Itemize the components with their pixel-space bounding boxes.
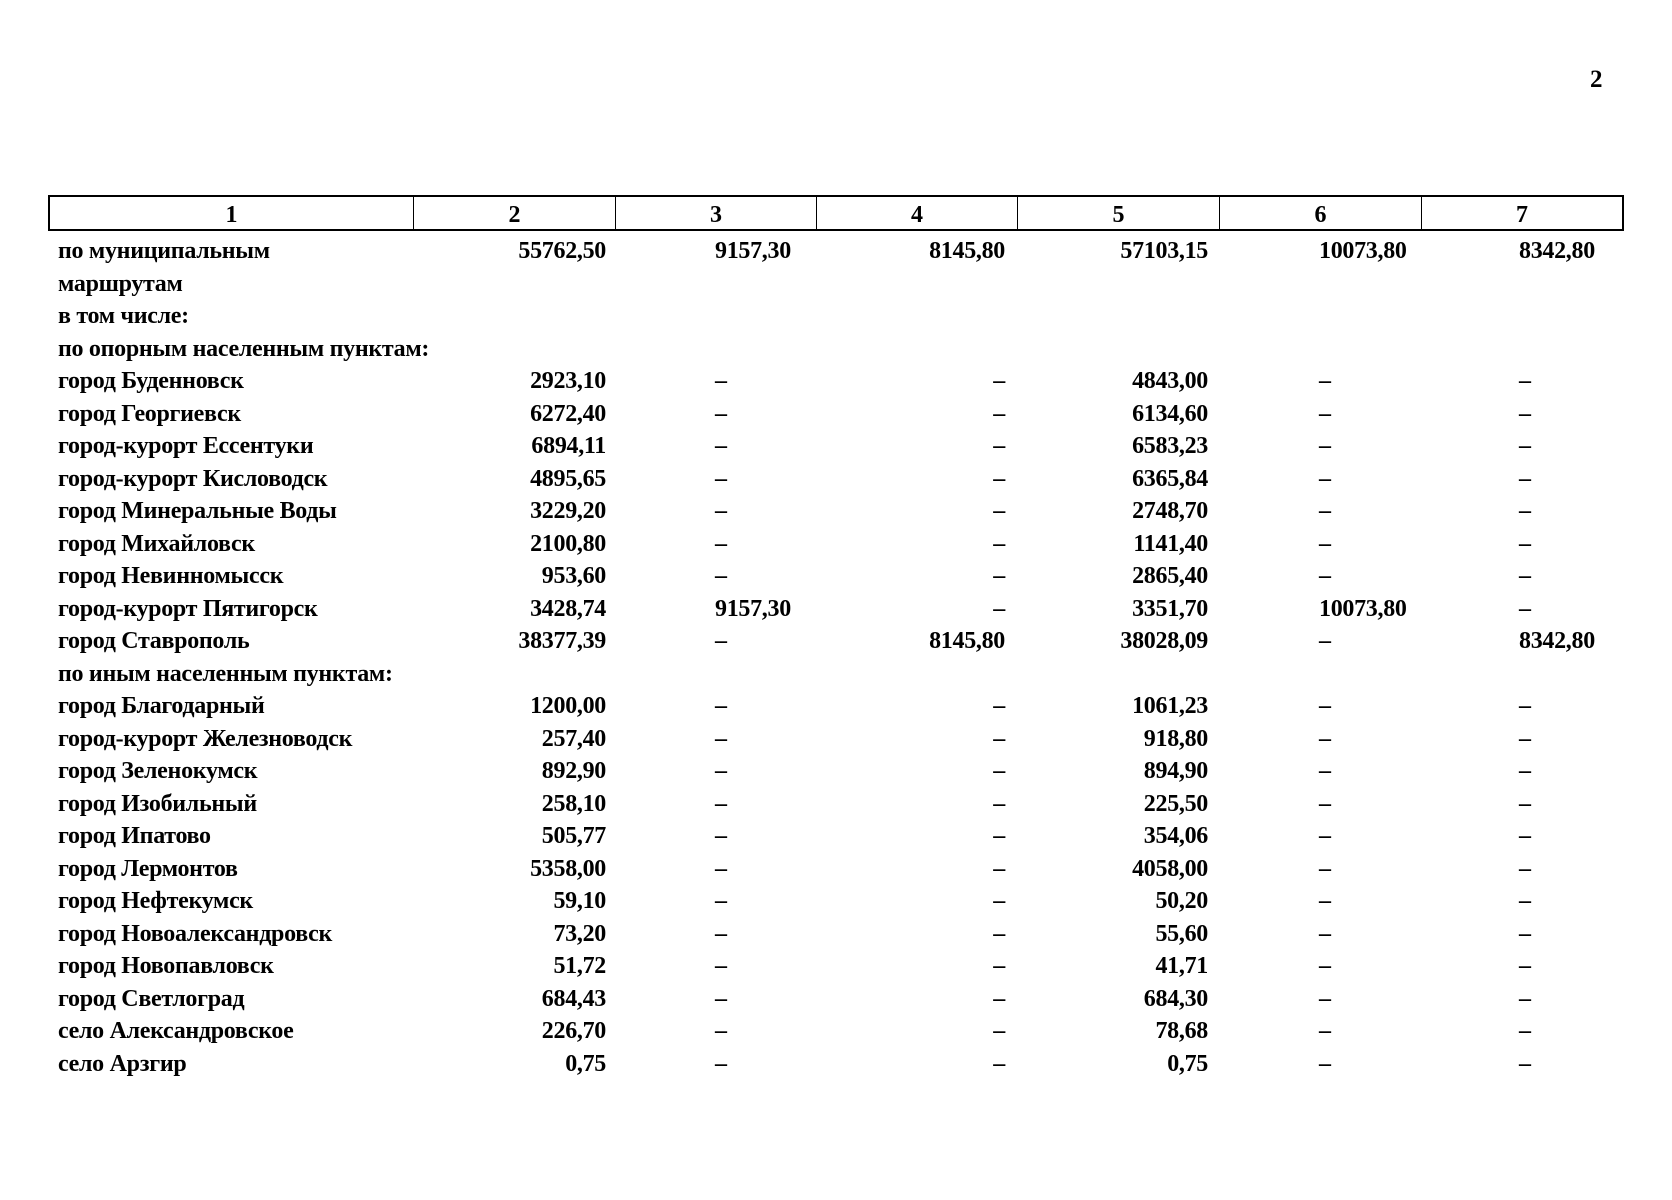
cell-col-4: – [993, 465, 1005, 492]
row-label: город Нефтекумск [58, 888, 253, 915]
cell-col-2: 1200,00 [530, 693, 606, 720]
header-cell-7: 7 [1516, 202, 1528, 228]
cell-col-4: – [993, 530, 1005, 557]
cell-col-3: – [715, 530, 727, 557]
cell-col-4: – [993, 498, 1005, 525]
cell-col-4: – [993, 693, 1005, 720]
cell-col-3: – [715, 758, 727, 785]
cell-col-6: – [1319, 953, 1331, 980]
cell-col-4: – [993, 823, 1005, 850]
cell-col-7: – [1519, 823, 1531, 850]
table-row [48, 593, 1624, 626]
cell-col-7: – [1519, 563, 1531, 590]
cell-col-6: – [1319, 465, 1331, 492]
cell-col-5: 57103,15 [1120, 238, 1208, 265]
cell-col-7: – [1519, 530, 1531, 557]
cell-col-7: – [1519, 985, 1531, 1012]
cell-col-4: – [993, 1050, 1005, 1077]
cell-col-3: – [715, 985, 727, 1012]
table-row [48, 528, 1624, 561]
cell-col-7: – [1519, 758, 1531, 785]
row-label: по иным населенным пунктам: [58, 660, 393, 687]
cell-col-6: – [1319, 920, 1331, 947]
row-label: город Новопавловск [58, 953, 274, 980]
cell-col-5: 0,75 [1167, 1050, 1208, 1077]
cell-col-6: – [1319, 498, 1331, 525]
table-row [48, 950, 1624, 983]
table-row [48, 398, 1624, 431]
table-row [48, 918, 1624, 951]
cell-col-3: – [715, 1050, 727, 1077]
cell-col-2: 684,43 [541, 985, 606, 1012]
cell-col-5: 894,90 [1143, 758, 1208, 785]
row-label: город-курорт Кисловодск [58, 465, 328, 492]
cell-col-2: 505,77 [541, 823, 606, 850]
cell-col-3: – [715, 465, 727, 492]
cell-col-2: 2100,80 [530, 530, 606, 557]
row-label: город Георгиевск [58, 400, 241, 427]
cell-col-4: – [993, 400, 1005, 427]
cell-col-6: – [1319, 790, 1331, 817]
table-row [48, 495, 1624, 528]
cell-col-5: 41,71 [1155, 953, 1208, 980]
row-label: по муниципальным [58, 238, 270, 265]
cell-col-2: 953,60 [541, 563, 606, 590]
cell-col-6: – [1319, 855, 1331, 882]
cell-col-5: 4058,00 [1132, 855, 1208, 882]
cell-col-3: – [715, 855, 727, 882]
row-label: маршрутам [58, 270, 183, 297]
row-label: город Буденновск [58, 368, 244, 395]
cell-col-6: – [1319, 888, 1331, 915]
cell-col-6: – [1319, 1018, 1331, 1045]
cell-col-5: 4843,00 [1132, 368, 1208, 395]
cell-col-5: 55,60 [1155, 920, 1208, 947]
cell-col-7: – [1519, 1050, 1531, 1077]
cell-col-4: – [993, 888, 1005, 915]
cell-col-4: – [993, 433, 1005, 460]
table-row [48, 365, 1624, 398]
cell-col-7: – [1519, 433, 1531, 460]
cell-col-2: 4895,65 [530, 465, 606, 492]
cell-col-2: 0,75 [565, 1050, 606, 1077]
row-label: город Благодарный [58, 693, 265, 720]
row-label: город-курорт Железноводск [58, 725, 353, 752]
cell-col-5: 6583,23 [1132, 433, 1208, 460]
cell-col-3: – [715, 920, 727, 947]
cell-col-3: – [715, 368, 727, 395]
header-cell-5: 5 [1018, 197, 1220, 229]
cell-col-4: 8145,80 [929, 628, 1005, 655]
table-row [48, 723, 1624, 756]
table-row [48, 853, 1624, 886]
cell-col-4: – [993, 953, 1005, 980]
cell-col-4: – [993, 595, 1005, 622]
cell-col-3: – [715, 1018, 727, 1045]
table-row [48, 820, 1624, 853]
row-label: город-курорт Пятигорск [58, 595, 318, 622]
header-cell-4: 4 [817, 197, 1018, 229]
cell-col-7: – [1519, 595, 1531, 622]
cell-col-2: 59,10 [553, 888, 606, 915]
cell-col-5: 2865,40 [1132, 563, 1208, 590]
cell-col-7: – [1519, 498, 1531, 525]
table-row [48, 268, 1624, 301]
cell-col-2: 892,90 [541, 758, 606, 785]
cell-col-5: 225,50 [1143, 790, 1208, 817]
header-cell-2: 2 [414, 197, 616, 229]
row-label: город Лермонтов [58, 855, 238, 882]
page-number: 2 [1590, 66, 1603, 93]
cell-col-5: 354,06 [1143, 823, 1208, 850]
table-row [48, 885, 1624, 918]
cell-col-2: 258,10 [541, 790, 606, 817]
cell-col-2: 51,72 [553, 953, 606, 980]
cell-col-3: – [715, 790, 727, 817]
cell-col-2: 226,70 [541, 1018, 606, 1045]
cell-col-2: 6272,40 [530, 400, 606, 427]
cell-col-3: – [715, 498, 727, 525]
header-cell-3: 3 [616, 197, 817, 229]
table-row [48, 235, 1624, 268]
cell-col-5: 684,30 [1143, 985, 1208, 1012]
cell-col-5: 3351,70 [1132, 595, 1208, 622]
row-label: село Александровское [58, 1018, 294, 1045]
cell-col-6: – [1319, 1050, 1331, 1077]
cell-col-4: – [993, 920, 1005, 947]
cell-col-7: – [1519, 888, 1531, 915]
cell-col-5: 2748,70 [1132, 498, 1208, 525]
cell-col-3: – [715, 693, 727, 720]
cell-col-7: 8342,80 [1519, 628, 1595, 655]
cell-col-2: 3428,74 [530, 595, 606, 622]
row-label: по опорным населенным пунктам: [58, 335, 430, 362]
cell-col-2: 5358,00 [530, 855, 606, 882]
cell-col-6: – [1319, 563, 1331, 590]
cell-col-6: – [1319, 693, 1331, 720]
header-cell-1: 1 [50, 197, 414, 229]
cell-col-3: 9157,30 [715, 595, 791, 622]
cell-col-3: – [715, 433, 727, 460]
cell-col-7: – [1519, 368, 1531, 395]
cell-col-6: – [1319, 823, 1331, 850]
table-row [48, 983, 1624, 1016]
cell-col-4: – [993, 790, 1005, 817]
cell-col-3: – [715, 563, 727, 590]
cell-col-3: – [715, 628, 727, 655]
table-body [48, 235, 1624, 1080]
table-row [48, 463, 1624, 496]
cell-col-7: – [1519, 953, 1531, 980]
table-row [48, 430, 1624, 463]
cell-col-4: – [993, 855, 1005, 882]
table-header [48, 195, 1624, 231]
cell-col-6: – [1319, 400, 1331, 427]
row-label: город Ипатово [58, 823, 211, 850]
cell-col-6: 10073,80 [1319, 595, 1407, 622]
row-label: в том числе: [58, 303, 189, 330]
cell-col-3: – [715, 953, 727, 980]
cell-col-5: 50,20 [1155, 888, 1208, 915]
cell-col-7: 8342,80 [1519, 238, 1595, 265]
cell-col-7: – [1519, 725, 1531, 752]
row-label: город Изобильный [58, 790, 257, 817]
table-row [48, 300, 1624, 333]
row-label: город Невинномысск [58, 563, 284, 590]
row-label: село Арзгир [58, 1050, 187, 1077]
cell-col-6: – [1319, 628, 1331, 655]
cell-col-5: 6134,60 [1132, 400, 1208, 427]
table-row [48, 560, 1624, 593]
cell-col-4: 8145,80 [929, 238, 1005, 265]
cell-col-3: – [715, 888, 727, 915]
cell-col-6: – [1319, 530, 1331, 557]
cell-col-6: – [1319, 725, 1331, 752]
row-label: город Ставрополь [58, 628, 250, 655]
cell-col-5: 6365,84 [1132, 465, 1208, 492]
cell-col-5: 38028,09 [1120, 628, 1208, 655]
cell-col-2: 2923,10 [530, 368, 606, 395]
cell-col-7: – [1519, 465, 1531, 492]
cell-col-4: – [993, 563, 1005, 590]
cell-col-7: – [1519, 1018, 1531, 1045]
cell-col-5: 1061,23 [1132, 693, 1208, 720]
row-label: город Минеральные Воды [58, 498, 337, 525]
cell-col-6: – [1319, 368, 1331, 395]
cell-col-2: 257,40 [541, 725, 606, 752]
table-row [48, 333, 1624, 366]
cell-col-2: 38377,39 [518, 628, 606, 655]
cell-col-6: – [1319, 985, 1331, 1012]
cell-col-3: – [715, 823, 727, 850]
cell-col-2: 55762,50 [518, 238, 606, 265]
row-label: город-курорт Ессентуки [58, 433, 314, 460]
cell-col-4: – [993, 368, 1005, 395]
cell-col-6: – [1319, 433, 1331, 460]
table-row [48, 788, 1624, 821]
table-row [48, 658, 1624, 691]
cell-col-4: – [993, 725, 1005, 752]
cell-col-5: 1141,40 [1133, 530, 1208, 557]
cell-col-4: – [993, 758, 1005, 785]
cell-col-4: – [993, 985, 1005, 1012]
cell-col-3: – [715, 400, 727, 427]
cell-col-5: 78,68 [1155, 1018, 1208, 1045]
cell-col-7: – [1519, 790, 1531, 817]
cell-col-7: – [1519, 920, 1531, 947]
row-label: город Михайловск [58, 530, 255, 557]
cell-col-6: – [1319, 758, 1331, 785]
cell-col-7: – [1519, 400, 1531, 427]
cell-col-6: 10073,80 [1319, 238, 1407, 265]
row-label: город Зеленокумск [58, 758, 258, 785]
table-row [48, 1015, 1624, 1048]
cell-col-7: – [1519, 855, 1531, 882]
table-row [48, 690, 1624, 723]
cell-col-5: 918,80 [1143, 725, 1208, 752]
table-row [48, 1048, 1624, 1081]
cell-col-2: 3229,20 [530, 498, 606, 525]
cell-col-4: – [993, 1018, 1005, 1045]
row-label: город Новоалександровск [58, 920, 333, 947]
table-row [48, 625, 1624, 658]
cell-col-7: – [1519, 693, 1531, 720]
cell-col-3: – [715, 725, 727, 752]
header-cell-6: 6 [1220, 197, 1422, 229]
cell-col-3: 9157,30 [715, 238, 791, 265]
cell-col-2: 6894,11 [531, 433, 606, 460]
table-row [48, 755, 1624, 788]
row-label: город Светлоград [58, 985, 245, 1012]
cell-col-2: 73,20 [553, 920, 606, 947]
